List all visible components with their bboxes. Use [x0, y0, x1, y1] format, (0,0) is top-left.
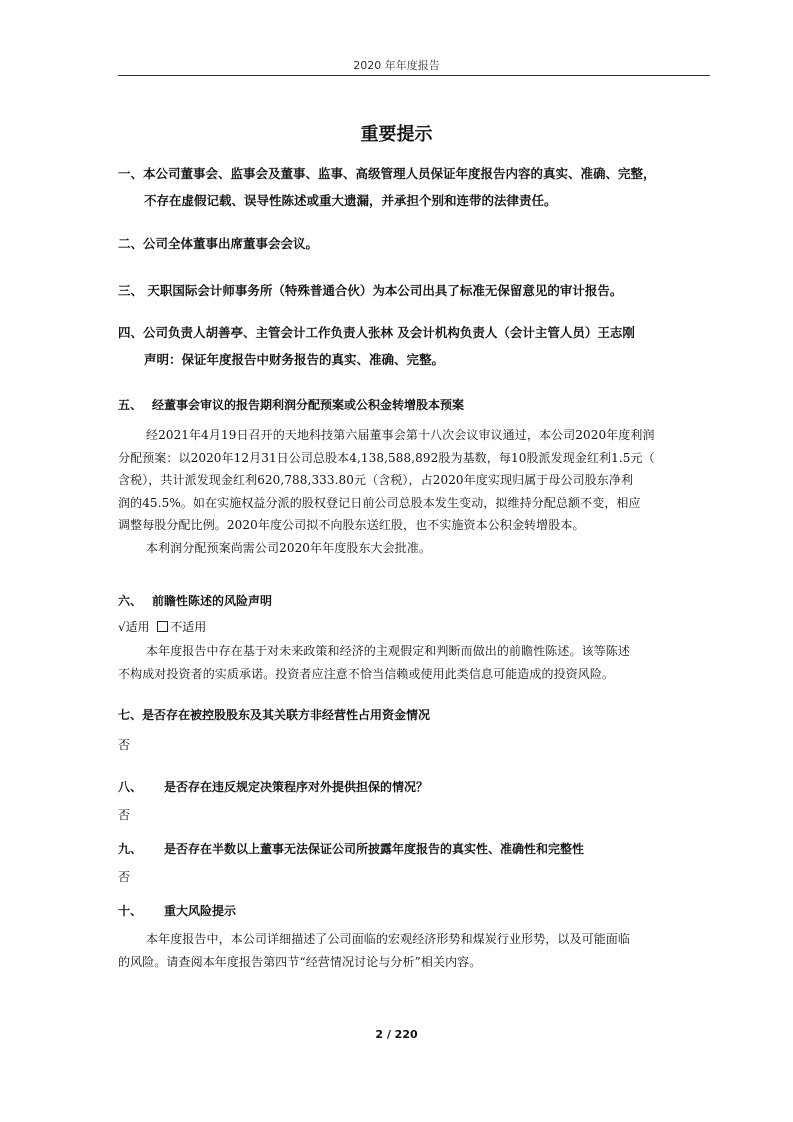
section-six-title: 前瞻性陈述的风险声明: [152, 594, 273, 608]
section-eight-number: 八、: [118, 780, 143, 794]
notice-item-three-line1: 三、 天职国际会计师事务所（特殊普通合伙）为本公司出具了标准无保留意见的审计报告。: [118, 283, 623, 298]
section-ten-line: 的风险。请查阅本年度报告第四节“经营情况讨论与分析”相关内容。: [118, 954, 482, 969]
section-six-heading: [118, 592, 710, 610]
notice-item-two-line1: 二、公司全体董事出席董事会会议。: [118, 236, 319, 251]
section-five-title: 经董事会审议的报告期利润分配预案或公积金转增股本预案: [152, 398, 465, 412]
section-five-number: 五、: [118, 398, 143, 412]
section-eight-heading: [118, 778, 710, 796]
section-eight-answer: 否: [118, 808, 131, 822]
section-ten-title: 重大风险提示: [164, 904, 237, 918]
section-ten-heading: [118, 902, 710, 920]
section-five-line: 本利润分配预案尚需公司2020年年度股东大会批准。: [146, 540, 432, 555]
section-six-body: [118, 640, 710, 685]
section-six-line: 本年度报告中存在基于对未来政策和经济的主观假定和判断而做出的前瞻性陈述。该等陈述: [146, 644, 631, 658]
not-applicable-option: 不适用: [170, 620, 207, 634]
section-eight-title: 是否存在违反规定决策程序对外提供担保的情况？: [164, 780, 429, 794]
section-six-number: 六、: [118, 594, 143, 608]
section-nine-number: 九、: [118, 842, 143, 856]
running-header-title: 2020 年年度报告: [353, 59, 440, 72]
section-five-line: 润的45.5%。如在实施权益分派的股权登记日前公司总股本发生变动，拟维持分配总额不变，相应: [118, 495, 641, 510]
section-nine-heading: [118, 840, 710, 858]
section-five-line: 含税），共计派发现金红利620,788,333.80元（含税），占2020年度实现归属于母公司股东净利: [118, 473, 634, 487]
notice-item-one-line1: 一、本公司董事会、监事会及董事、监事、高级管理人员保证年度报告内容的真实、准确、完整，: [118, 166, 656, 181]
section-five-line: 调整每股分配比例。2020年度公司拟不向股东送红股，也不实施资本公积金转增股本。: [118, 518, 585, 532]
notice-item-three: [118, 277, 710, 304]
notice-item-two: [118, 230, 710, 257]
notice-item-four-line1: 四、公司负责人胡善亭、主管会计工作负责人张林 及会计机构负责人（会计主管人员）王志刚: [118, 325, 635, 340]
notice-item-four: [118, 319, 710, 373]
section-seven-heading: [118, 706, 710, 724]
notice-item-four-line2: 声明：保证年度报告中财务报告的真实、准确、完整。: [144, 352, 445, 367]
section-nine-title: 是否存在半数以上董事无法保证公司所披露年度报告的真实性、准确性和完整性: [164, 842, 585, 856]
section-five-line: 经2021年4月19日召开的天地科技第六届董事会第十八次会议审议通过，本公司2020年度利润: [146, 428, 655, 442]
unchecked-box-icon: [157, 621, 168, 632]
page-title: 重要提示: [360, 124, 433, 145]
applicability-checkboxes: [118, 618, 206, 636]
section-nine-answer: 否: [118, 870, 131, 884]
page-number: 2 / 220: [375, 1028, 418, 1041]
section-ten-body: [118, 928, 710, 973]
notice-item-one: [118, 160, 710, 214]
section-five-line: 分配预案：以2020年12月31日公司总股本4,138,588,892股为基数，每10股派发现金红利1.5元（: [118, 450, 655, 465]
section-five-heading: [118, 396, 710, 414]
section-five-body: [118, 424, 710, 559]
section-six-line: 不构成对投资者的实质承诺。投资者应注意不恰当信赖或使用此类信息可能造成的投资风险。: [118, 666, 615, 681]
notice-item-one-line2: 不存在虚假记载、误导性陈述或重大遗漏，并承担个别和连带的法律责任。: [144, 193, 557, 208]
section-ten-line: 本年度报告中，本公司详细描述了公司面临的宏观经济形势和煤炭行业形势，以及可能面临: [146, 932, 631, 946]
section-seven-answer: 否: [118, 738, 131, 752]
header-divider: [118, 75, 710, 76]
section-ten-number: 十、: [118, 904, 143, 918]
applicable-option: √适用: [118, 620, 150, 634]
section-seven-title: 七、是否存在被控股股东及其关联方非经营性占用资金情况: [118, 708, 431, 722]
